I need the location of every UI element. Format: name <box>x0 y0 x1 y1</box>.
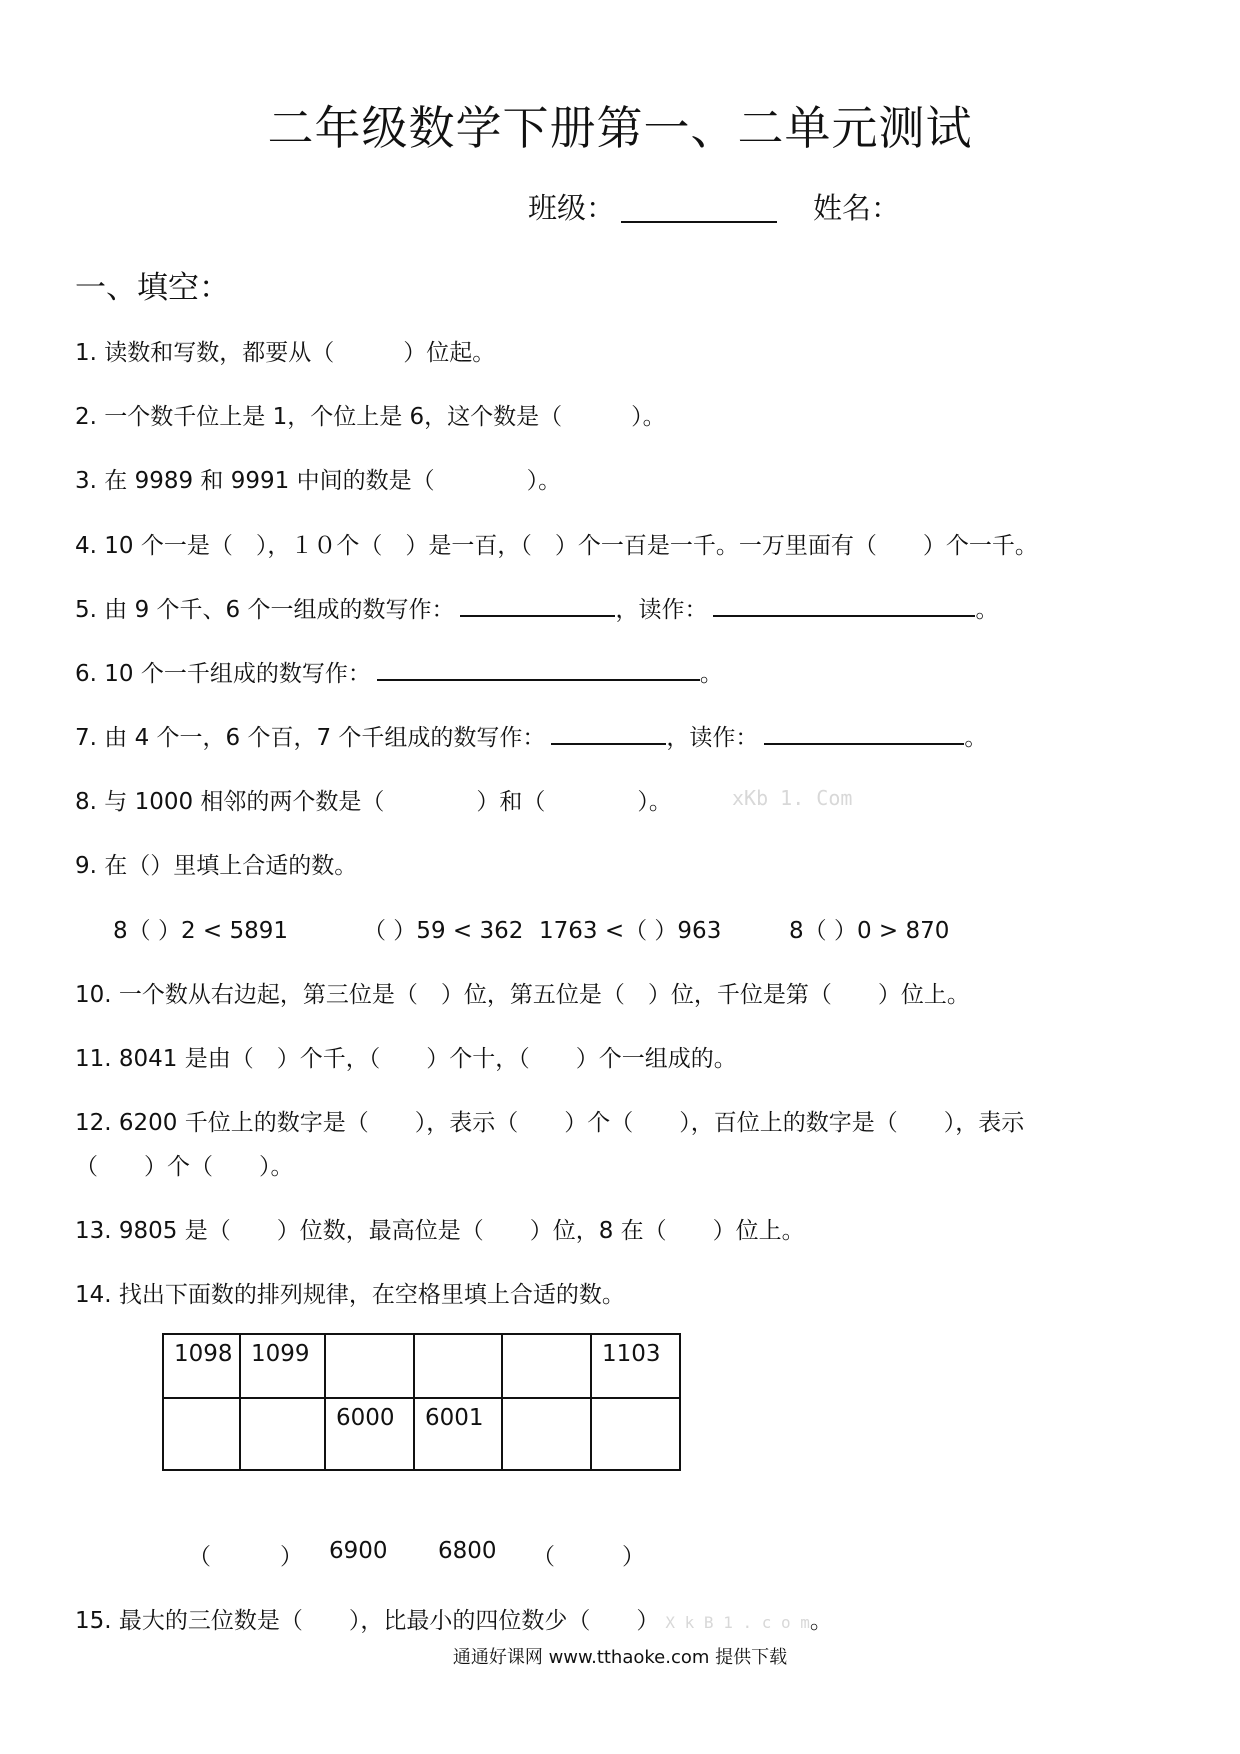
question-7-read-blank[interactable] <box>764 721 964 745</box>
question-11: 11. 8041 是由（ ）个千，（ ）个十，（ ）个一组成的。 <box>75 1046 737 1072</box>
table-cell: 1098 <box>163 1334 240 1398</box>
question-12-line-2: （ ）个（ ）。 <box>75 1154 294 1180</box>
question-3: 3. 在 9989 和 9991 中间的数是（ ）。 <box>75 468 562 494</box>
question-12-line-1: 12. 6200 千位上的数字是（ ），表示（ ）个（ ），百位上的数字是（ ），表示 <box>75 1110 1025 1136</box>
question-13: 13. 9805 是（ ）位数，最高位是（ ）位，8 在（ ）位上。 <box>75 1218 805 1244</box>
watermark-2: X k B 1 . c o m <box>665 1613 810 1632</box>
question-2: 2. 一个数千位上是 1，个位上是 6，这个数是（ ）。 <box>75 404 666 430</box>
table-cell[interactable] <box>240 1398 325 1470</box>
sequence-open-paren-1: （ <box>188 1544 211 1570</box>
question-6 <box>75 655 723 688</box>
question-10: 10. 一个数从右边起，第三位是（ ）位，第五位是（ ）位，千位是第（ ）位上。 <box>75 982 970 1008</box>
question-14: 14. 找出下面数的排列规律，在空格里填上合适的数。 <box>75 1282 625 1308</box>
question-4: 4. 10 个一是（ ），１０个（ ）是一百，（ ）个一百是一千。一万里面有（ ）个一千。 <box>75 533 1038 559</box>
table-cell[interactable] <box>502 1334 591 1398</box>
question-6-write-blank[interactable] <box>377 657 700 681</box>
question-15 <box>75 1602 833 1635</box>
table-cell[interactable] <box>325 1334 414 1398</box>
question-5-read-label: ，读作： <box>615 597 708 623</box>
table-row <box>163 1334 680 1398</box>
compare-item-4: 8（ ）0 > 870 <box>789 918 950 944</box>
table-cell: 1099 <box>240 1334 325 1398</box>
table-cell: 6000 <box>325 1398 414 1470</box>
sequence-value-6900: 6900 <box>329 1538 388 1564</box>
question-5 <box>75 591 998 624</box>
watermark-1: xKb 1. Com <box>732 786 853 810</box>
sequence-value-6800: 6800 <box>438 1538 497 1564</box>
compare-item-3: 1763 <（ ）963 <box>539 918 722 944</box>
question-7 <box>75 719 987 752</box>
question-7-text: 7. 由 4 个一，6 个百，7 个千组成的数写作： <box>75 725 546 751</box>
question-5-read-blank[interactable] <box>713 593 975 617</box>
table-cell[interactable] <box>591 1398 680 1470</box>
question-1: 1. 读数和写数，都要从（ ）位起。 <box>75 340 496 366</box>
page-title: 二年级数学下册第一、二单元测试 <box>267 101 973 155</box>
compare-item-2: （ ）59 < 362 <box>363 918 524 944</box>
table-row <box>163 1398 680 1470</box>
question-15-text: 15. 最大的三位数是（ ），比最小的四位数少（ ） <box>75 1608 660 1634</box>
question-5-write-blank[interactable] <box>460 593 615 617</box>
class-label: 班级： <box>528 191 616 225</box>
sequence-close-paren-2: ） <box>622 1544 645 1570</box>
question-9: 9. 在（）里填上合适的数。 <box>75 853 358 879</box>
sequence-close-paren-1: ） <box>280 1544 303 1570</box>
table-cell: 1103 <box>591 1334 680 1398</box>
question-8: 8. 与 1000 相邻的两个数是（ ）和（ ）。 <box>75 789 672 815</box>
question-7-write-blank[interactable] <box>551 721 666 745</box>
table-cell[interactable] <box>502 1398 591 1470</box>
footer-source: 通通好课网 www.tthaoke.com 提供下载 <box>452 1647 788 1668</box>
compare-item-1: 8（ ）2 < 5891 <box>113 918 289 944</box>
table-cell: 6001 <box>414 1398 502 1470</box>
name-label: 姓名： <box>813 191 901 225</box>
table-cell[interactable] <box>414 1334 502 1398</box>
class-field[interactable] <box>621 191 777 223</box>
section-heading-fill-blank: 一、填空： <box>75 270 230 306</box>
question-15-end: 。 <box>809 1608 833 1634</box>
question-6-end: 。 <box>699 661 723 687</box>
pattern-table <box>162 1333 681 1471</box>
question-7-end: 。 <box>964 725 988 751</box>
student-info-row <box>528 183 900 227</box>
question-7-read-label: ，读作： <box>666 725 759 751</box>
question-6-text: 6. 10 个一千组成的数写作： <box>75 661 371 687</box>
sequence-open-paren-2: （ <box>532 1544 555 1570</box>
question-5-end: 。 <box>975 597 999 623</box>
question-5-text: 5. 由 9 个千、6 个一组成的数写作： <box>75 597 455 623</box>
table-cell[interactable] <box>163 1398 240 1470</box>
